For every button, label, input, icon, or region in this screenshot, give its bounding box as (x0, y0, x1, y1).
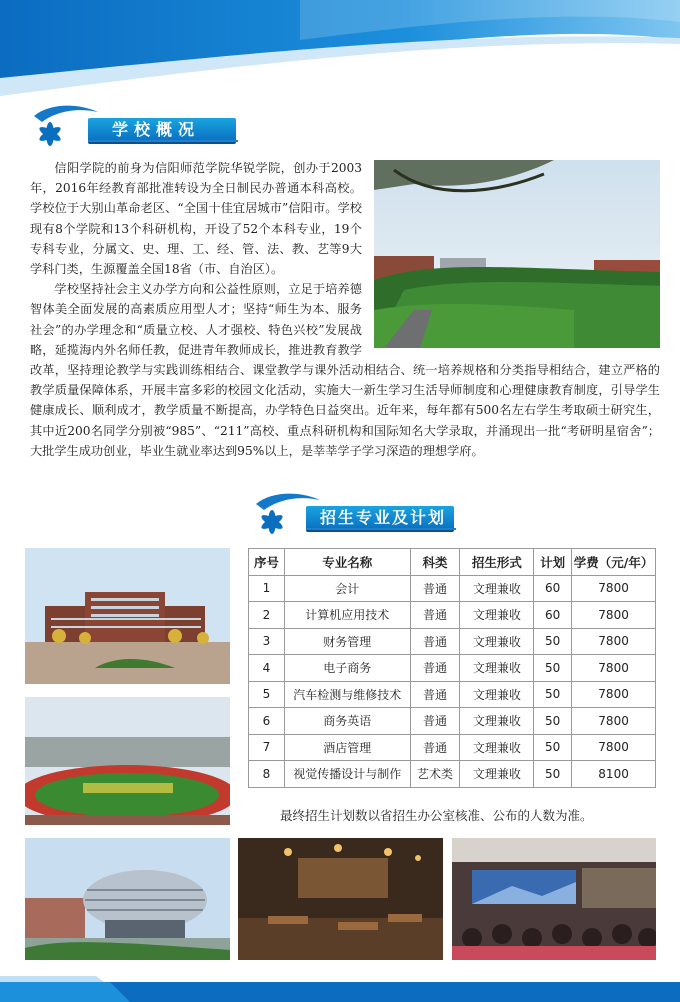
cell-admission-form: 文理兼收 (460, 761, 534, 788)
cell-index: 8 (249, 761, 285, 788)
cell-major: 视觉传播设计与制作 (284, 761, 410, 788)
cell-plan: 50 (534, 628, 572, 655)
cell-plan: 60 (534, 575, 572, 602)
library-building-photo (25, 838, 230, 960)
table-row (249, 734, 656, 761)
section-underline (306, 528, 456, 530)
cell-index: 7 (249, 734, 285, 761)
table-row (249, 655, 656, 682)
cell-plan: 50 (534, 761, 572, 788)
cell-admission-form: 文理兼收 (460, 681, 534, 708)
cell-category: 普通 (410, 681, 460, 708)
section-underline (88, 140, 238, 142)
cell-category: 普通 (410, 575, 460, 602)
cell-admission-form: 文理兼收 (460, 708, 534, 735)
cell-plan: 50 (534, 655, 572, 682)
cell-category: 普通 (410, 708, 460, 735)
intro-paragraph-2: 学校坚持社会主义办学方向和公益性原则，立足于培养德智体美全面发展的高素质应用型人才；坚持“师生为本、服务社会”的办学理念和“质量立校、人才强校、特色兴校”发展战略，延揽海内外名师任教，促进青年教师成长，推进教育教学改革，坚持理论教学与实践训练相结合、课堂教学与课外活动相结合、统一培养规格和分类指导相结合，建立严格的教学质量保障体系，开展丰富多彩的校园文化活动，实施大一新生学习生活导师制度和心理健康教育制度，引导学生健康成长、顺利成才，教学质量不断提高，办学特色日益突出。近年来，每年都有500名左右学生考取硕士研究生，其中近200名同学分别被“985”、“211”高校、重点科研机构和国际知名大学录取，并涌现出一批“考研明星宿舍”；大批学生成功创业，毕业生就业率达到95%以上，是莘莘学子学习深造的理想学府。 (30, 282, 660, 458)
cell-major: 酒店管理 (284, 734, 410, 761)
section-header-school-overview (28, 102, 238, 154)
cell-major: 财务管理 (284, 628, 410, 655)
cell-tuition: 7800 (572, 575, 656, 602)
table-row (249, 575, 656, 602)
table-row (249, 602, 656, 629)
cafe-interior-photo (238, 838, 443, 960)
cell-plan: 50 (534, 708, 572, 735)
cell-tuition: 8100 (572, 761, 656, 788)
table-row (249, 681, 656, 708)
cell-index: 2 (249, 602, 285, 629)
table-row (249, 628, 656, 655)
header-index: 序号 (249, 549, 285, 576)
top-decorative-band (0, 0, 680, 100)
header-admission-form: 招生形式 (460, 549, 534, 576)
cell-admission-form: 文理兼收 (460, 655, 534, 682)
table-row (249, 708, 656, 735)
cell-major: 会计 (284, 575, 410, 602)
sports-field-aerial-photo (25, 697, 230, 825)
intro-paragraph-1: 信阳学院的前身为信阳师范学院华锐学院，创办于2003年，2016年经教育部批准转设为全日制民办普通本科高校。学校位于大别山革命老区、“全国十佳宜居城市”信阳市。学校现有8个学院和13个科研机构，开设了52个本科专业，19个专科专业，分属文、史、理、工、经、管、法、教、艺等9大学科门类，生源覆盖全国18省（市、自治区）。 (30, 161, 362, 277)
cell-category: 普通 (410, 734, 460, 761)
cell-tuition: 7800 (572, 681, 656, 708)
cell-category: 普通 (410, 628, 460, 655)
cell-major: 商务英语 (284, 708, 410, 735)
table-header-row (249, 549, 656, 576)
cell-index: 6 (249, 708, 285, 735)
lecture-hall-photo (452, 838, 656, 960)
enrollment-note: 最终招生计划数以省招生办公室核准、公布的人数为准。 (280, 808, 593, 823)
cell-plan: 60 (534, 602, 572, 629)
cell-tuition: 7800 (572, 628, 656, 655)
header-tuition: 学费（元/年） (572, 549, 656, 576)
cell-index: 3 (249, 628, 285, 655)
header-category: 科类 (410, 549, 460, 576)
cell-admission-form: 文理兼收 (460, 575, 534, 602)
cell-index: 1 (249, 575, 285, 602)
section-title: 招生专业及计划 (306, 506, 454, 530)
cell-category: 普通 (410, 602, 460, 629)
table-row (249, 761, 656, 788)
teaching-building-photo (25, 548, 230, 684)
cell-admission-form: 文理兼收 (460, 628, 534, 655)
intro-text-block (30, 158, 660, 461)
section-title: 学校概况 (88, 118, 236, 142)
cell-tuition: 7800 (572, 708, 656, 735)
cell-tuition: 7800 (572, 602, 656, 629)
cell-plan: 50 (534, 734, 572, 761)
cell-plan: 50 (534, 681, 572, 708)
section-header-enrollment-plan (250, 490, 460, 542)
cell-category: 普通 (410, 655, 460, 682)
header-plan: 计划 (534, 549, 572, 576)
cell-tuition: 7800 (572, 734, 656, 761)
cell-category: 艺术类 (410, 761, 460, 788)
bottom-decorative-band (0, 966, 680, 1002)
cell-tuition: 7800 (572, 655, 656, 682)
campus-landscape-photo (374, 160, 660, 348)
cell-admission-form: 文理兼收 (460, 734, 534, 761)
cell-index: 4 (249, 655, 285, 682)
cell-admission-form: 文理兼收 (460, 602, 534, 629)
enrollment-plan-table (248, 548, 656, 788)
cell-major: 电子商务 (284, 655, 410, 682)
cell-major: 计算机应用技术 (284, 602, 410, 629)
cell-major: 汽车检测与维修技术 (284, 681, 410, 708)
header-major: 专业名称 (284, 549, 410, 576)
cell-index: 5 (249, 681, 285, 708)
